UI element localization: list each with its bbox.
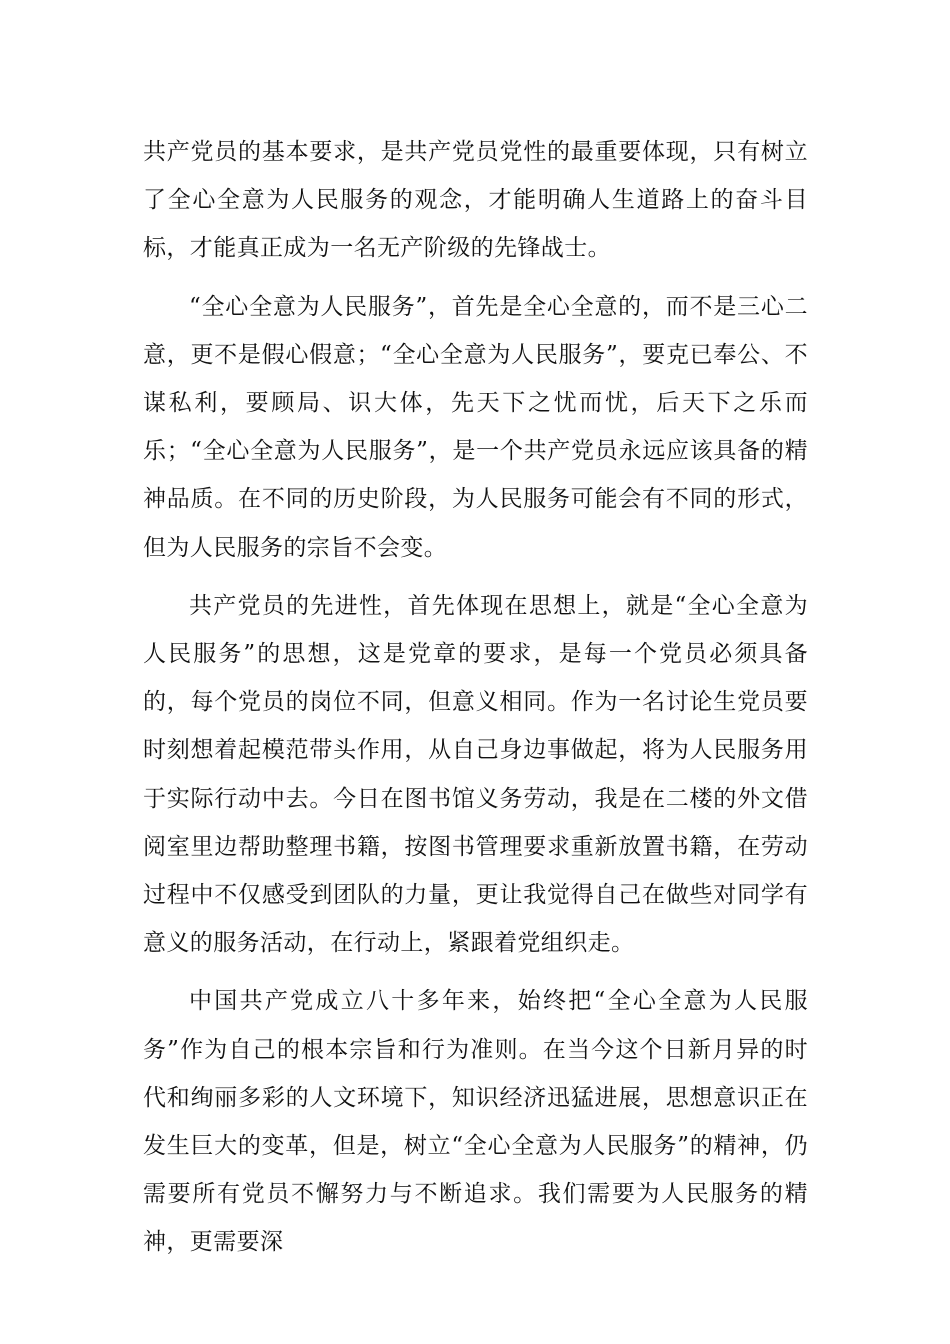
paragraph-4: 中国共产党成立八十多年来，始终把“全心全意为人民服务”作为自己的根本宗旨和行为准则。在当今这个日新月异的时代和绚丽多彩的人文环境下，知识经济迅猛进展，思想意识正在发生巨大的变革，但是，树立“全心全意为人民服务”的精神，仍需要所有党员不懈努力与不断追求。我们需要为人民服务的精神，更需要深 (143, 988, 808, 1256)
paragraph-1: 共产党员的基本要求，是共产党员党性的最重要体现，只有树立了全心全意为人民服务的观念，才能明确人生道路上的奋斗目标，才能真正成为一名无产阶级的先锋战士。 (143, 139, 808, 262)
paragraph-3: 共产党员的先进性，首先体现在思想上，就是“全心全意为人民服务”的思想，这是党章的要求，是每一个党员必须具备的，每个党员的岗位不同，但意义相同。作为一名讨论生党员要时刻想着起模范带头作用，从自己身边事做起，将为人民服务用于实际行动中去。今日在图书馆义务劳动，我是在二楼的外文借阅室里边帮助整理书籍，按图书管理要求重新放置书籍，在劳动过程中不仅感受到团队的力量，更让我觉得自己在做些对同学有意义的服务活动，在行动上，紧跟着党组织走。 (143, 592, 808, 957)
document-body (143, 128, 808, 1277)
paragraph-2: “全心全意为人民服务”，首先是全心全意的，而不是三心二意，更不是假心假意；“全心全意为人民服务”，要克已奉公、不谋私利，要顾局、识大体，先天下之忧而忧，后天下之乐而乐；“全心全意为人民服务”，是一个共产党员永远应该具备的精神品质。在不同的历史阶段，为人民服务可能会有不同的形式，但为人民服务的宗旨不会变。 (143, 293, 808, 561)
